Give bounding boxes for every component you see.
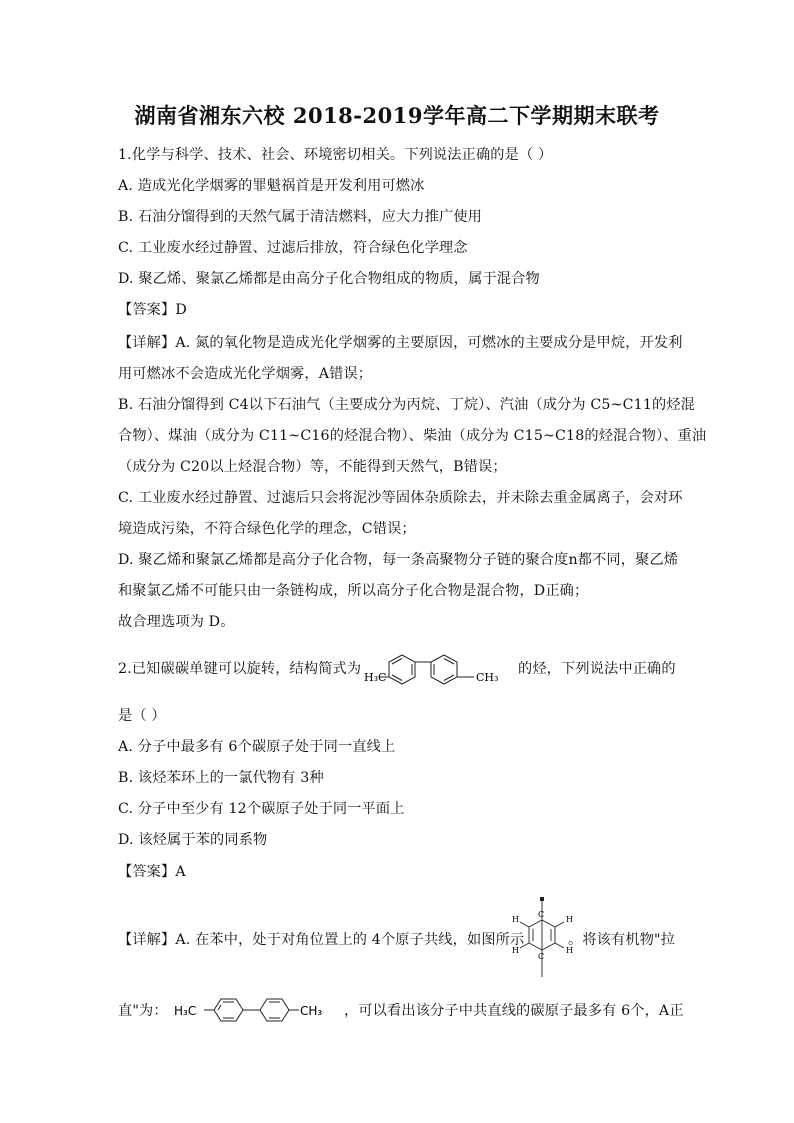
q1-detail-line: 合物）、煤油（成分为 C11~C16的烃混合物）、柴油（成分为 C15~C18的烃混合物）、重油 <box>118 428 707 444</box>
q1-answer: 【答案】D <box>118 302 187 318</box>
straightened-molecule <box>174 992 344 1028</box>
q2-detail-pre: 【详解】A. 在苯中，处于对角位置上的 4个原子共线，如图所示 <box>118 932 525 948</box>
q2-stem-cont: 是（ ） <box>118 708 166 724</box>
q1-option-d: D. 聚乙烯、聚氯乙烯都是由高分子化合物组成的物质，属于混合物 <box>118 271 540 287</box>
q1-option-c: C. 工业废水经过静置、过滤后排放，符合绿色化学理念 <box>118 240 468 256</box>
q1-detail-line: 和聚氯乙烯不可能只由一条链构成，所以高分子化合物是混合物，D正确； <box>118 583 589 599</box>
methyl-label-right: CH₃ <box>300 1004 323 1018</box>
benzene-h-label: H <box>566 915 573 924</box>
q1-option-b: B. 石油分馏得到的天然气属于清洁燃料，应大力推广使用 <box>118 209 482 225</box>
q2-option-d: D. 该烃属于苯的同系物 <box>118 832 268 848</box>
benzene-c-label: C <box>538 952 545 961</box>
benzene-c-label: C <box>538 910 545 919</box>
q2-stem-post: 的烃，下列说法中正确的 <box>518 661 676 677</box>
q2-answer: 【答案】A <box>118 864 186 880</box>
q1-detail-line: C. 工业废水经过静置、过滤后只会将泥沙等固体杂质除去，并未除去重金属离子，会对环 <box>118 490 683 506</box>
q1-detail-line: D. 聚乙烯和聚氯乙烯都是高分子化合物，每一条高聚物分子链的聚合度n都不同，聚乙烯 <box>118 552 679 568</box>
q2-detail-post: 。将该有机物"拉 <box>568 932 676 948</box>
q2-detail2-post: ，可以看出该分子中共直线的碳原子最多有 6个，A正 <box>344 1003 684 1019</box>
methyl-label-left: H₃C <box>174 1004 197 1018</box>
q1-detail-line: （成分为 C20以上烃混合物）等，不能得到天然气，B错误； <box>118 459 507 475</box>
page-title: 湖南省湘东六校 2018-2019学年高二下学期期末联考 <box>134 103 660 128</box>
q1-detail-line: 用可燃冰不会造成光化学烟雾，A错误； <box>118 366 373 382</box>
q1-detail-line: 境造成污染，不符合绿色化学的理念，C错误； <box>118 521 416 537</box>
q1-option-a: A. 造成光化学烟雾的罪魁祸首是开发利用可燃冰 <box>118 178 425 194</box>
methyl-label-right: CH₃ <box>476 671 499 684</box>
q1-detail-line: 故合理选项为 D。 <box>118 614 235 630</box>
q2-detail2-pre: 直"为： <box>118 1003 168 1019</box>
dimethylbiphenyl-structure <box>364 644 516 694</box>
q2-option-c: C. 分子中至少有 12个碳原子处于同一平面上 <box>118 801 405 817</box>
benzene-h-label: H <box>512 915 519 924</box>
q2-option-a: A. 分子中最多有 6个碳原子处于同一直线上 <box>118 739 396 755</box>
benzene-h-label: H <box>512 946 519 955</box>
methyl-label-left: H₃C <box>364 671 387 684</box>
q1-detail-line: B. 石油分馏得到 C4以下石油气（主要成分为丙烷、丁烷）、汽油（成分为 C5~C11的烃混 <box>118 397 696 413</box>
benzene-h-label: H <box>566 946 573 955</box>
q1-detail-line: 【详解】A. 氮的氧化物是造成光化学烟雾的主要原因，可燃冰的主要成分是甲烷，开发利 <box>118 335 683 351</box>
q1-stem: 1.化学与科学、技术、社会、环境密切相关。下列说法正确的是（ ） <box>118 147 553 163</box>
benzene-collinear-figure <box>512 893 572 983</box>
q2-stem-pre: 2.已知碳碳单键可以旋转，结构简式为 <box>118 661 362 677</box>
q2-option-b: B. 该烃苯环上的一氯代物有 3种 <box>118 770 324 786</box>
